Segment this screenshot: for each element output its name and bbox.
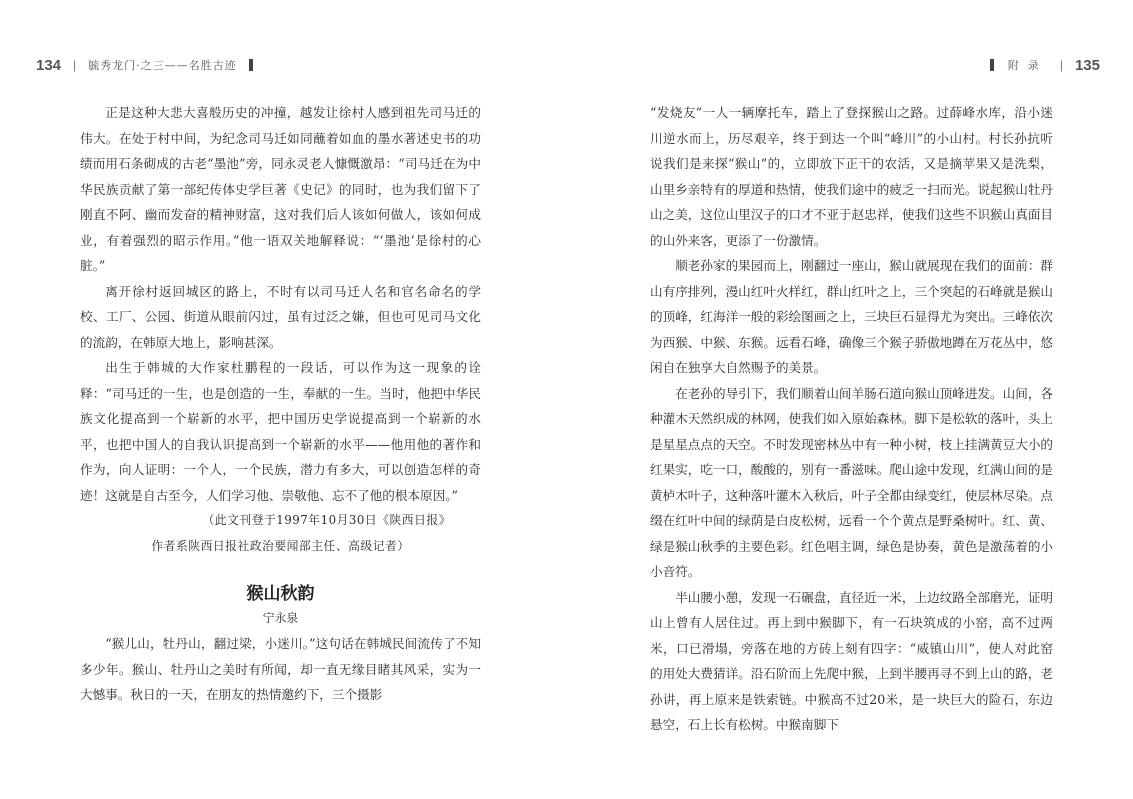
article-title: 猴山秋韵 [246, 584, 315, 604]
page-number: 135 [1074, 56, 1100, 74]
paragraph: 离开徐村返回城区的路上，不时有以司马迁人名和官名命名的学校、工厂、公园、街道从眼前闪过，虽有过泛之嫌，但也可见司马文化的流韵，在韩原大地上，影响甚深。 [80, 283, 481, 350]
header-bar-mark [249, 59, 253, 71]
source-credit: （此文刊登于1997年10月30日《陕西日报》 [202, 513, 451, 527]
left-page [0, 0, 566, 799]
paragraph: “发烧友”一人一辆摩托车，踏上了登探猴山之路。过薛峰水库，沿小迷川逆水而上，历尽艰辛，终于到达一个叫“峰川”的小山村。村长孙抗听说我们是来探“猴山”的，立即放下正干的农活，又是摘苹果又是洗梨，山里乡亲特有的厚道和热情，使我们途中的疲乏一扫而光。说起猴山牡丹山之美，这位山里汉子的口才不亚于赵忠祥，使我们这些不识猴山真面目的山外来客，更添了一份激情。 [650, 105, 1053, 248]
paragraph: 在老孙的导引下，我们顺着山间羊肠石道向猴山顶峰进发。山间，各种灌木天然织成的林网，使我们如入原始森林。脚下是松软的落叶，头上是星星点点的天空。不时发现密林丛中有一种小树，枝上挂满黄豆大小的红果实，吃一口，酸酸的，别有一番滋味。爬山途中发现，红满山间的是黄栌木叶子，这种落叶灌木入秋后，叶子全都由绿变红，使层林尽染。点缀在红叶中间的绿荫是白皮松树，远看一个个黄点是野桑树叶。红、黄、绿是猴山秋季的主要色彩。红色唱主调，绿色是协奏，黄色是激荡着的小小音符。 [650, 385, 1053, 579]
header-separator: | [73, 58, 77, 72]
paragraph: 出生于韩城的大作家杜鹏程的一段话，可以作为这一现象的诠释：“司马迁的一生，也是创造的一生，奉献的一生。当时，他把中华民族文化提高到一个崭新的水平，把中国历史学说提高到一个崭新的水平，也把中国人的自我认识提高到一个崭新的水平——他用他的著作和作为，向人证明：一个人，一个民族，潜力有多大，可以创造怎样的奇迹！这就是自古至今，人们学习他、崇敬他、忘不了他的根本原因。” [80, 360, 481, 503]
left-page-body [80, 100, 481, 708]
right-page-body [650, 100, 1053, 738]
header-bar-mark [990, 59, 994, 71]
running-title: 毓秀龙门·之三——名胜古迹 [88, 59, 237, 72]
author-credit: 作者系陕西日报社政治要闻部主任、高级记者） [151, 538, 410, 553]
left-running-header [36, 54, 253, 76]
article-author: 宁永泉 [262, 611, 299, 625]
paragraph: 顺老孙家的果园而上，刚翻过一座山，猴山就展现在我们的面前：群山有序排列，漫山红叶火样红，群山红叶之上，三个突起的石峰就是猴山的顶峰，红海洋一般的彩绘图画之上，三块巨石显得尤为突出。三峰依次为西猴、中猴、东猴。远看石峰，确像三个猴子骄傲地蹲在万花丛中，悠闲自在独享大自然赐予的美景。 [650, 258, 1053, 375]
running-title: 附录 [1007, 59, 1048, 72]
header-separator: | [1059, 58, 1063, 72]
right-running-header [990, 54, 1100, 76]
page-number: 134 [36, 56, 62, 74]
right-page [566, 0, 1133, 799]
paragraph: 半山腰小憩，发现一石碾盘，直径近一米，上边纹路全部磨光，证明山上曾有人居住过。再上到中猴脚下，有一石块筑成的小窑，高不过两米，口已滑塌，旁落在地的方砖上刻有四字：“威镇山川”，使人对此窑的用处大费猜详。沿石阶而上先爬中猴，上到半腰再寻不到上山的路，老孙讲，再上原来是铁索链。中猴高不过20米，是一块巨大的险石，东边悬空，石上长有松树。中猴南脚下 [650, 589, 1053, 732]
paragraph: 正是这种大悲大喜般历史的冲撞，越发让徐村人感到祖先司马迁的伟大。在处于村中间，为纪念司马迁如同蘸着如血的墨水著述史书的功绩而用石条砌成的古老“墨池”旁，同永灵老人慷慨激昂：“司马迁在为中华民族贡献了第一部纪传体史学巨著《史记》的同时，也为我们留下了刚直不阿、幽而发奋的精神财富，这对我们后人该如何做人，该如何成业，有着强烈的昭示作用。”他一语双关地解释说：“‘墨池’是徐村的心脏。” [80, 105, 481, 273]
paragraph: “猴儿山，牡丹山，翻过梁，小迷川。”这句话在韩城民间流传了不知多少年。猴山、牡丹山之美时有所闻，却一直无缘目睹其风采，实为一大憾事。秋日的一天，在朋友的热情邀约下，三个摄影 [80, 636, 481, 702]
